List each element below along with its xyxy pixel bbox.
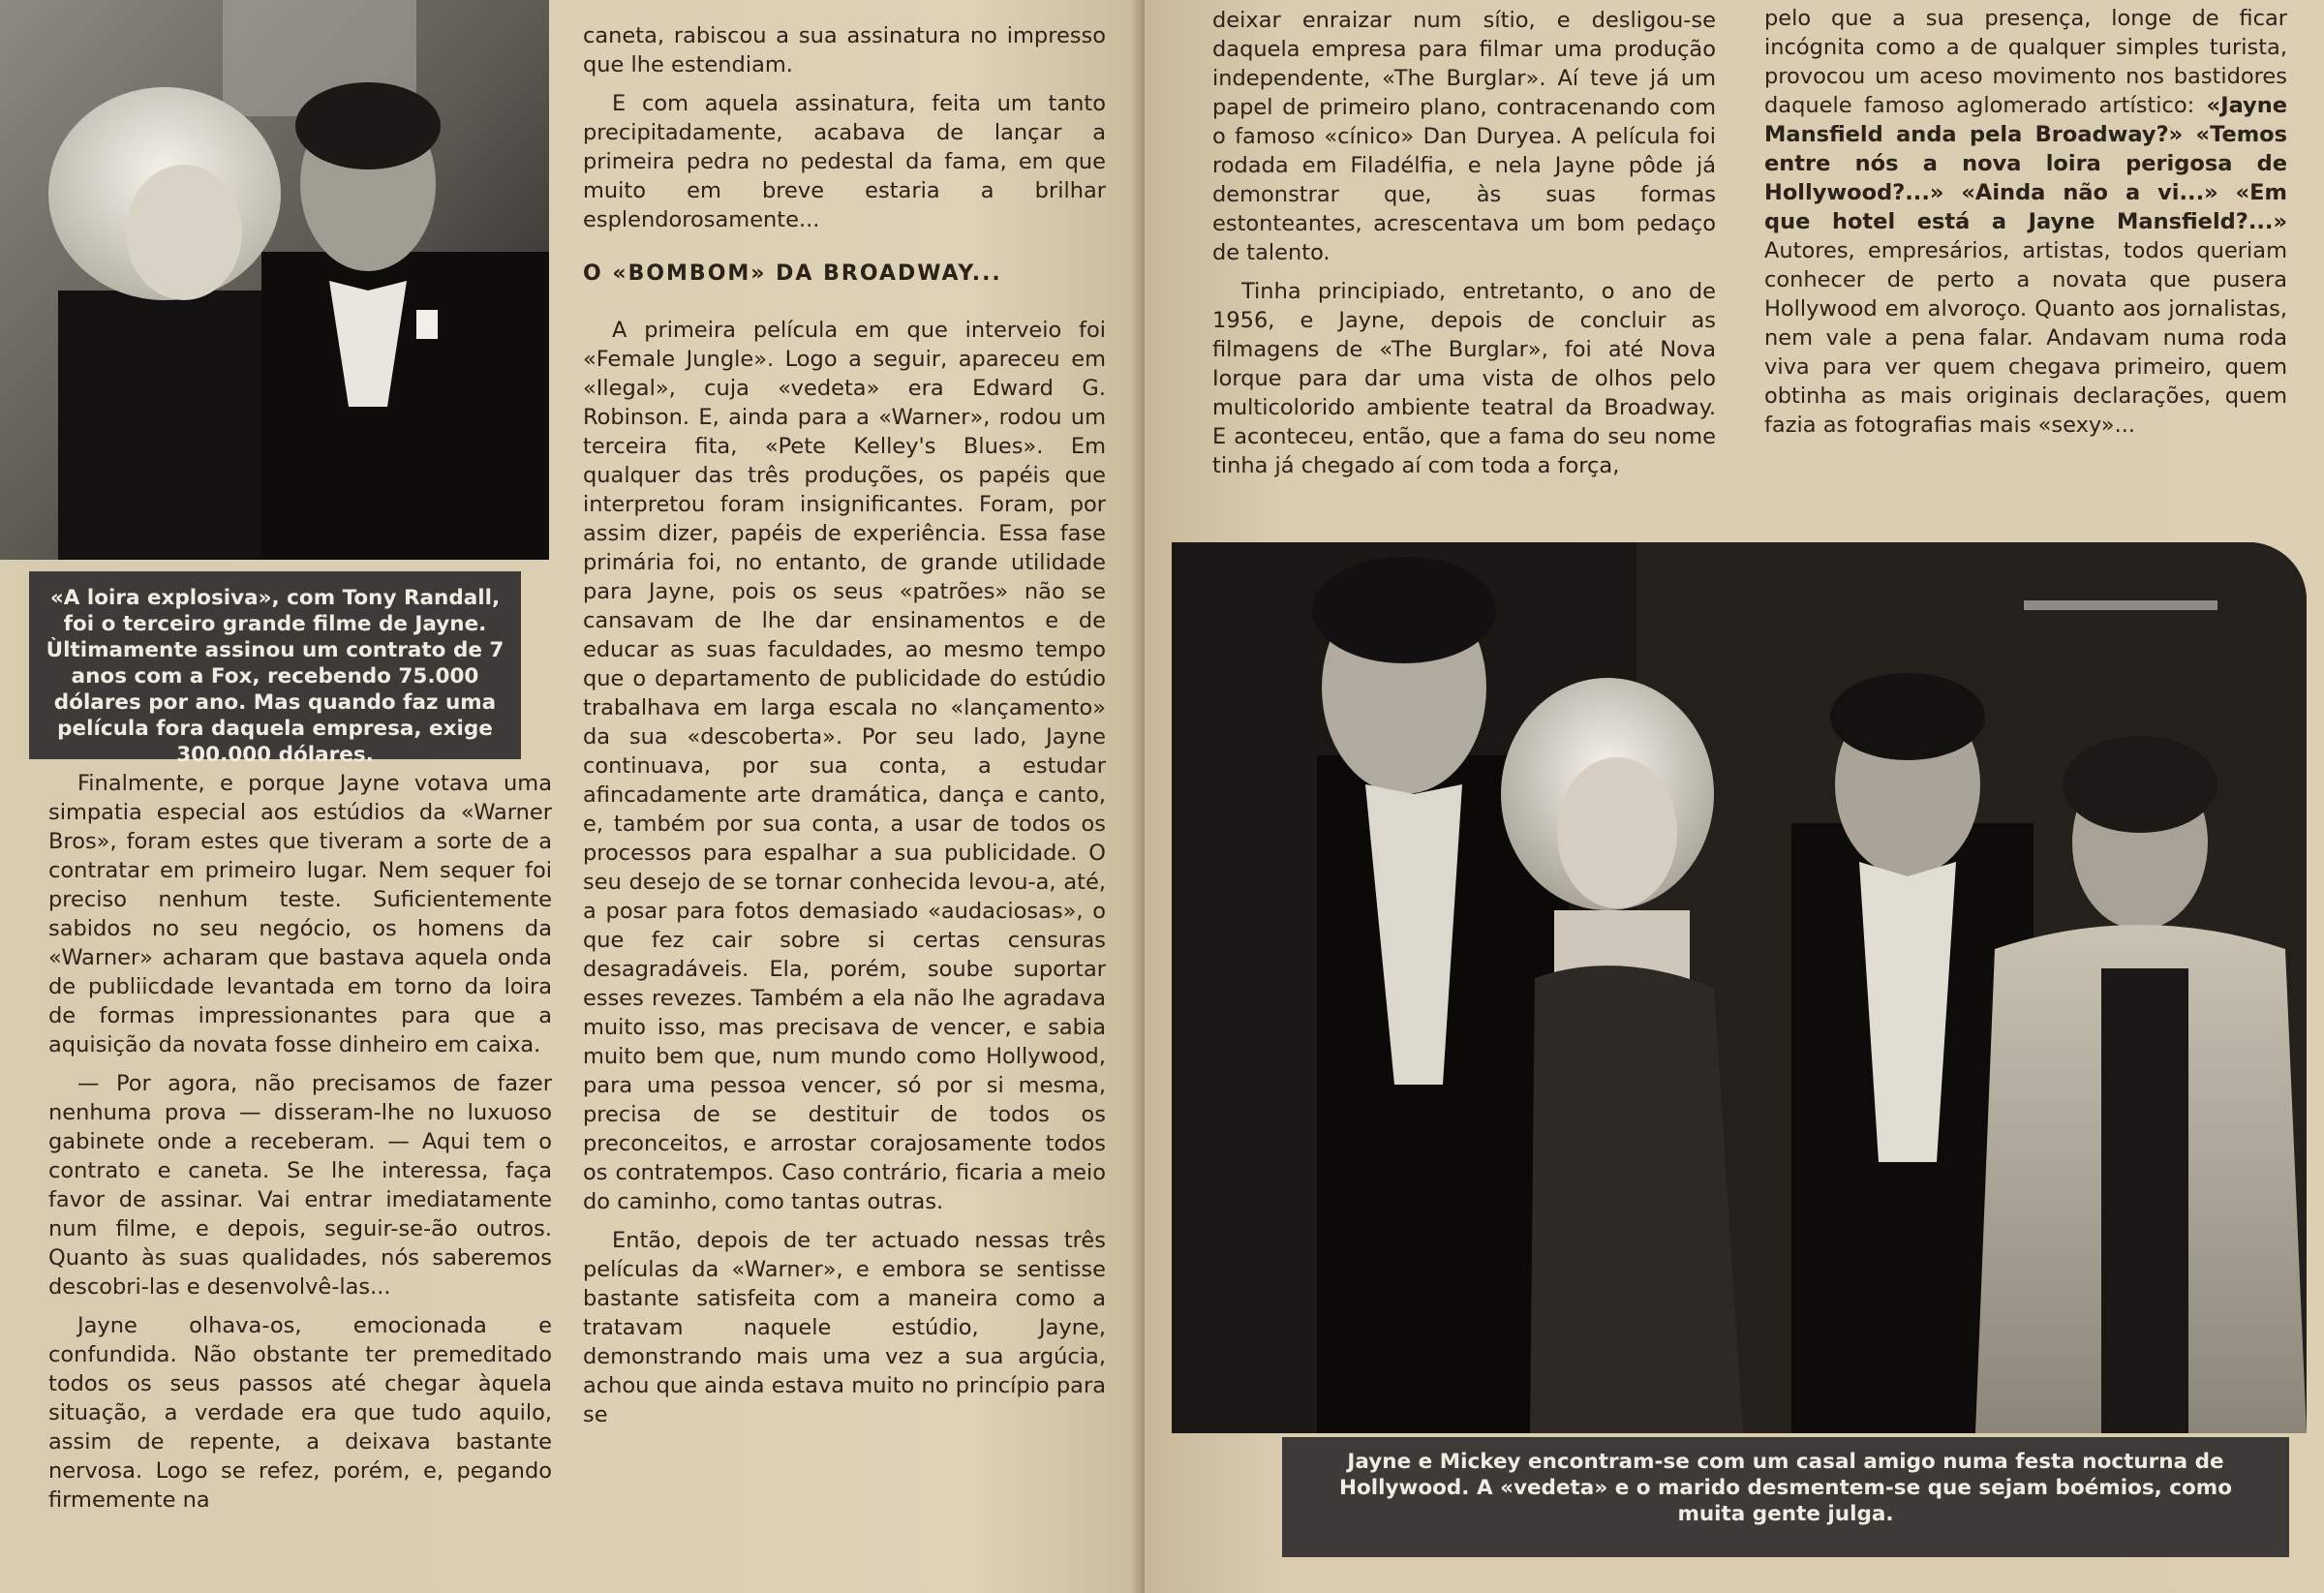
section-heading: O «BOMBOM» DA BROADWAY...: [583, 261, 1002, 286]
left-column-2: [583, 21, 1106, 1439]
photo-image: [0, 0, 549, 560]
paragraph-intro: pelo que a sua presença, longe de ficar incógnita como a de qualquer simples turista, provocou um aceso movimento nos bastidores daquele famoso aglomerado artístico:: [1764, 6, 2287, 118]
caption-text: «A loira explosiva», com Tony Randall, foi o terceiro grande filme de Jayne. Ùltimamente assinou um contrato de 7 anos com a Fox, recebendo 75.000 dólares por ano. Mas quando faz uma película fora daquela empresa, exige 300.000 dólares.: [46, 586, 505, 767]
left-page: [0, 0, 1145, 1593]
photo-caption-right: [1282, 1437, 2289, 1557]
caption-text: Jayne e Mickey encontram-se com um casal amigo numa festa nocturna de Hollywood. A «vedeta» e o marido desmentem-se que sejam boémios, como muita gente julga.: [1338, 1450, 2232, 1526]
paragraph: deixar enraizar num sítio, e desligou-se daquela empresa para filmar uma produção independente, «The Burglar». Aí teve já um papel de primeiro plano, contracenando com o famoso «cínico» Dan Duryea. A película foi rodada em Filadélfia, e nela Jayne pôde já demonstrar que, às suas formas estonteantes, acrescentava um bom pedaço de talento.: [1212, 8, 1716, 265]
paragraph: Finalmente, e porque Jayne votava uma simpatia especial aos estúdios da «Warner Bros», foram estes que tiveram a sorte de a contratar em primeiro lugar. Nem sequer foi preciso nenhum teste. Suficientemente sabidos no seu negócio, os homens da «Warner» acharam que bastava aquela onda de publiicdade levantada em torno da loira de formas impressionantes para que a aquisição da novata fosse dinheiro em caixa.: [48, 771, 552, 1057]
paragraph-bold-quotes: «Jayne Mansfield anda pela Broadway?» «Temos entre nós a nova loira perigosa de Hollywood?...» «Ainda não a vi...» «Em que hotel está a Jayne Mansfield?...»: [1764, 93, 2287, 234]
right-column-1: [1212, 6, 1716, 490]
paragraph: Tinha principiado, entretanto, o ano de 1956, e Jayne, depois de concluir as filmagens de «The Burglar», foi até Nova Iorque para dar uma vista de olhos pelo multicolorido ambiente teatral da Broadway. E aconteceu, então, que a fama do seu nome tinha já chegado aí com toda a força,: [1212, 279, 1716, 478]
photo-jayne-tony-randall: [0, 0, 549, 560]
paragraph: — Por agora, não precisamos de fazer nenhuma prova — disseram-lhe no luxuoso gabinete onde a receberam. — Aqui tem o contrato e caneta. Se lhe interessa, faça favor de assinar. Vai entrar imediatamente num filme, e depois, seguir-se-ão outros. Quanto às suas qualidades, nós saberemos descobri-las e desenvolvê-las...: [48, 1071, 552, 1300]
left-column-1: [48, 769, 552, 1524]
paragraph: caneta, rabiscou a sua assinatura no impresso que lhe estendiam.: [583, 23, 1106, 77]
photo-jayne-mickey-couple: [1172, 542, 2307, 1433]
right-page: [1145, 0, 2324, 1593]
paragraph: [1764, 4, 2287, 440]
paragraph: Jayne olhava-os, emocionada e confundida. Não obstante ter premeditado todos os seus passos até chegar àquela situação, a verdade era que tudo aquilo, assim de repente, a deixava bastante nervosa. Logo se refez, porém, e, pegando firmemente na: [48, 1313, 552, 1513]
paragraph: E com aquela assinatura, feita um tanto precipitadamente, acabava de lançar a primeira pedra no pedestal da fama, em que muito em breve estaria a brilhar esplendorosamente...: [583, 91, 1106, 232]
paragraph-end: Autores, empresários, artistas, todos queriam conhecer de perto a novata que pusera Hollywood em alvoroço. Quanto aos jornalistas, nem vale a pena falar. Andavam numa roda viva para ver quem chegava primeiro, quem obtinha as mais originais declarações, quem fazia as fotografias mais «sexy»...: [1764, 238, 2287, 438]
photo-caption-left: [29, 571, 521, 767]
photo-image: [1172, 542, 2307, 1433]
right-column-2: [1764, 4, 2287, 440]
paragraph: Então, depois de ter actuado nessas três películas da «Warner», e embora se sentisse bastante satisfeita com a maneira como a tratavam naquele estúdio, Jayne, demonstrando mais uma vez a sua argúcia, achou que ainda estava muito no princípio para se: [583, 1228, 1106, 1427]
paragraph: A primeira película em que interveio foi «Female Jungle». Logo a seguir, apareceu em «Ilegal», cuja «vedeta» era Edward G. Robinson. E, ainda para a «Warner», rodou um terceira fita, «Pete Kelley's Blues». Em qualquer das três produções, os papéis que interpretou foram insignificantes. Foram, por assim dizer, papéis de experiência. Essa fase primária foi, no entanto, de grande utilidade para Jayne, pois os seus «patrões» não se cansavam de lhe dar ensinamentos e de educar as suas faculdades, ao mesmo tempo que o departamento de publicidade do estúdio trabalhava em larga escala no «lançamento» da sua «descoberta». Por seu lado, Jayne continuava, por sua conta, a estudar afincadamente arte dramática, dança e canto, e, também por sua conta, a usar de todos os processos para espalhar a sua publicidade. O seu desejo de se tornar conhecida levou-a, até, a posar para fotos demasiado «audaciosas», o que fez cair sobre si certas censuras desagradáveis. Ela, porém, soube suportar esses revezes. Também a ela não lhe agradava muito isso, mas precisava de vencer, e sabia muito bem que, num mundo como Hollywood, para uma pessoa vencer, só por si mesma, precisa de se destituir de todos os preconceitos, e arrostar corajosamente todos os contratempos. Caso contrário, ficaria a meio do caminho, como tantas outras.: [583, 318, 1106, 1214]
